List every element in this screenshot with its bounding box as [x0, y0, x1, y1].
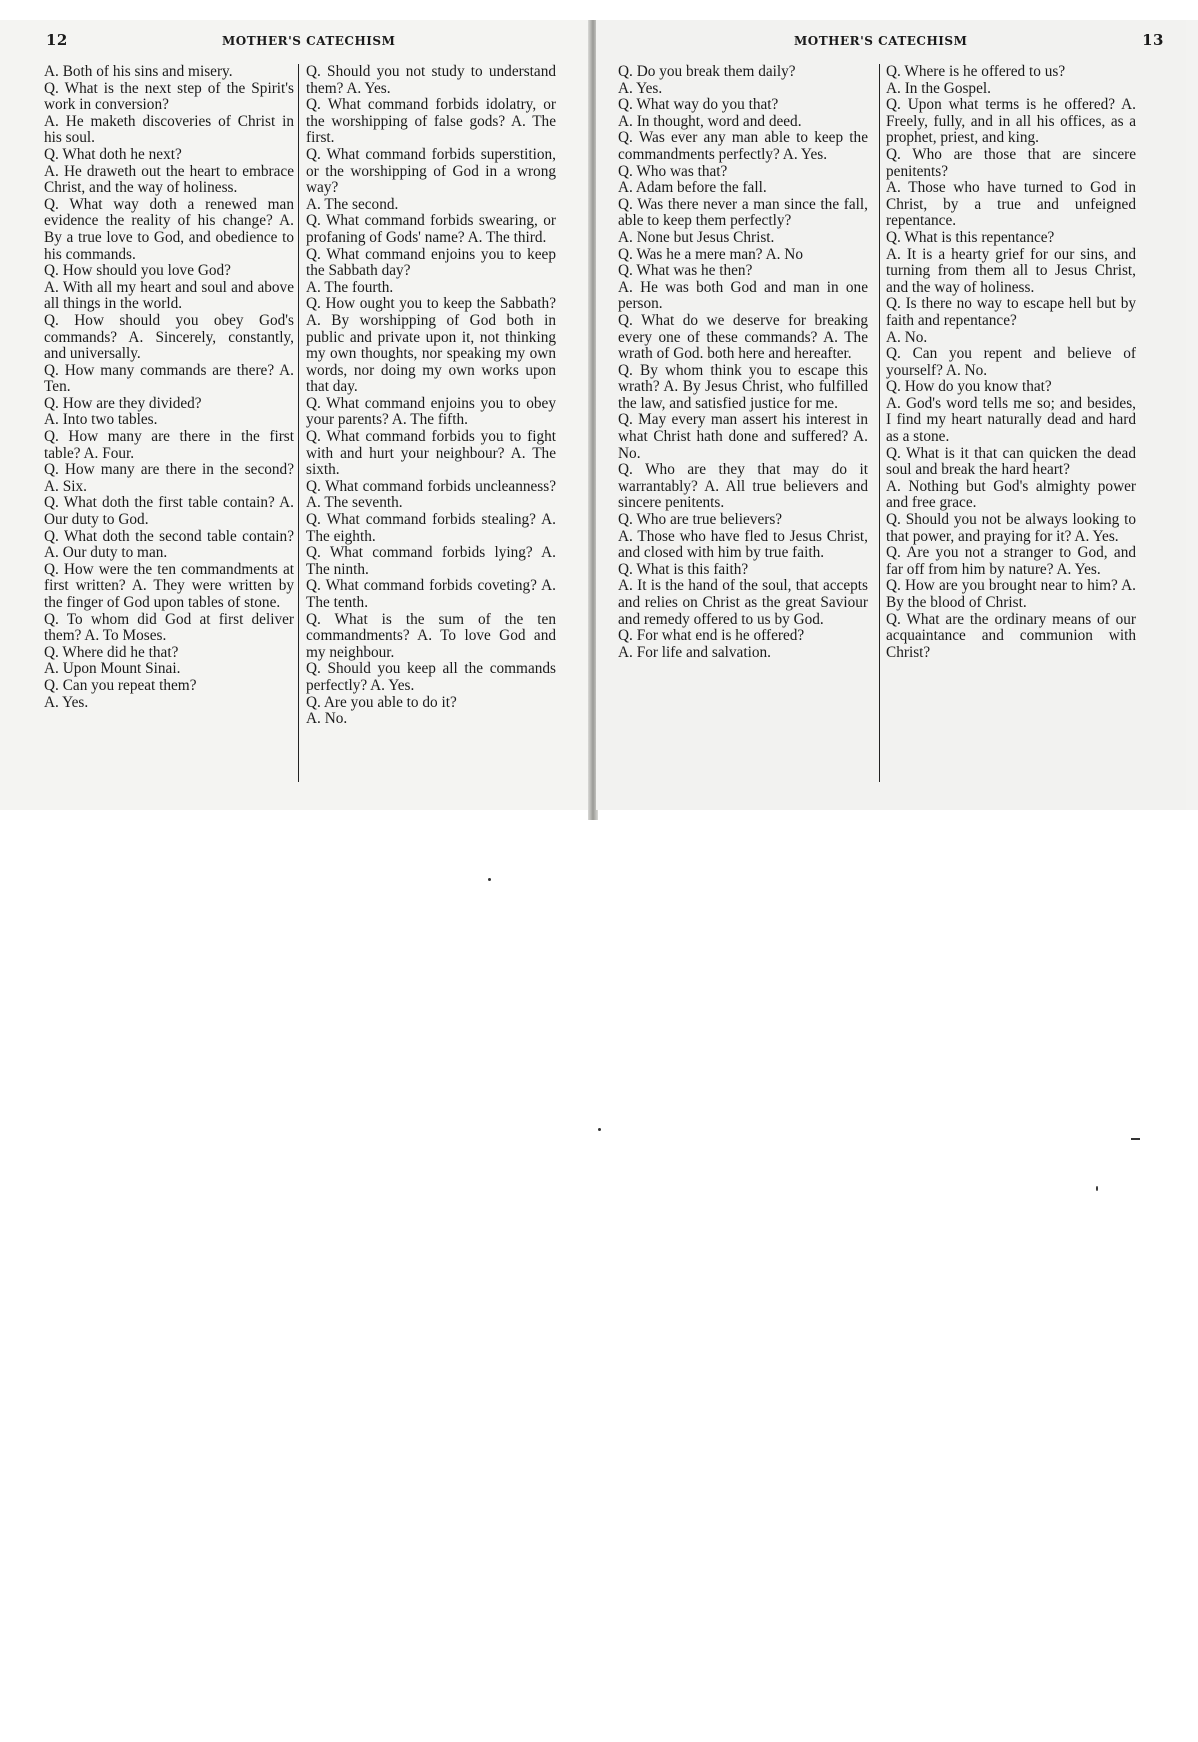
- catechism-entry: Q. What way doth a renewed man evidence the reality of his change? A. By a true love to God, and obedience to his commands.: [44, 195, 294, 263]
- catechism-entry: Q. Should you not study to understand them? A. Yes.: [306, 63, 556, 97]
- page-number: 12: [46, 31, 68, 49]
- catechism-entry: A. In thought, word and deed.: [618, 112, 802, 130]
- catechism-entry: Q. Was there never a man since the fall, able to keep them perfectly?: [618, 195, 868, 230]
- catechism-entry: Q. What command forbids coveting? A. The tenth.: [306, 577, 556, 611]
- catechism-entry: Q. How do you know that?: [886, 378, 1052, 396]
- catechism-entry: A. Yes.: [44, 693, 89, 711]
- book-spread: [0, 20, 1198, 810]
- catechism-entry: Q. What command enjoins you to obey your parents? A. The fifth.: [306, 394, 556, 429]
- catechism-entry: A. God's word tells me so; and besides, I find my heart naturally dead and hard as a stone.: [886, 394, 1136, 446]
- catechism-entry: Q. Should you not be always looking to that power, and praying for it? A. Yes.: [886, 511, 1136, 545]
- catechism-entry: A. He maketh discoveries of Christ in his soul.: [44, 112, 294, 147]
- page-12: [0, 20, 590, 810]
- catechism-entry: Q. Was he a mere man? A. No: [618, 245, 803, 263]
- catechism-entry: A. Adam before the fall.: [618, 179, 767, 197]
- scan-speck: [598, 1128, 601, 1131]
- catechism-entry: A. With all my heart and soul and above all things in the world.: [44, 278, 294, 313]
- text-column-2: [306, 64, 556, 728]
- catechism-entry: Q. What is this faith?: [618, 560, 749, 578]
- catechism-entry: A. Those who have turned to God in Christ, by a true and unfeigned repentance.: [886, 179, 1136, 230]
- catechism-entry: Q. What doth he next?: [44, 145, 182, 163]
- catechism-entry: Q. Upon what terms is he offered? A. Freely, fully, and in all his offices, as a prophet, priest, and king.: [886, 96, 1136, 147]
- catechism-entry: Q. Who are true believers?: [618, 511, 783, 529]
- page-number: 13: [1142, 31, 1164, 49]
- catechism-entry: Q. What command forbids idolatry, or the worshipping of false gods? A. The first.: [306, 96, 556, 147]
- catechism-entry: Q. Do you break them daily?: [618, 63, 796, 80]
- catechism-entry: A. In the Gospel.: [886, 79, 991, 97]
- page-13: [596, 20, 1186, 810]
- text-column-1: [618, 64, 868, 661]
- catechism-entry: A. Upon Mount Sinai.: [44, 660, 181, 678]
- catechism-entry: A. He was both God and man in one person.: [618, 278, 868, 313]
- catechism-entry: A. No.: [886, 328, 928, 346]
- catechism-entry: Q. By whom think you to escape this wrath? A. By Jesus Christ, who fulfilled the law, and satisfied justice for me.: [618, 361, 868, 412]
- catechism-entry: Q. Who are those that are sincere penitents?: [886, 145, 1136, 180]
- catechism-entry: Q. What command forbids stealing? A. The eighth.: [306, 511, 556, 545]
- catechism-entry: Q. What command forbids you to fight with and hurt your neighbour? A. The sixth.: [306, 428, 556, 479]
- catechism-entry: Q. What are the ordinary means of our acquaintance and communion with Christ?: [886, 610, 1136, 661]
- catechism-entry: Q. To whom did God at first deliver them? A. To Moses.: [44, 610, 294, 645]
- catechism-entry: Q. How should you love God?: [44, 262, 231, 280]
- catechism-entry: A. None but Jesus Christ.: [618, 228, 775, 246]
- catechism-entry: A. The fourth.: [306, 278, 394, 296]
- catechism-entry: Q. May every man assert his interest in what Christ hath done and suffered? A. No.: [618, 411, 868, 462]
- catechism-entry: Q. What is the sum of the ten commandments? A. To love God and my neighbour.: [306, 610, 556, 661]
- catechism-entry: A. It is the hand of the soul, that accepts and relies on Christ as the great Saviour and remedy offered to us by God.: [618, 577, 868, 628]
- catechism-entry: Q. What command forbids lying? A. The ninth.: [306, 544, 556, 578]
- catechism-entry: Q. What doth the first table contain? A. Our duty to God.: [44, 494, 294, 529]
- catechism-entry: Q. What is it that can quicken the dead soul and break the hard heart?: [886, 444, 1136, 479]
- catechism-entry: A. Those who have fled to Jesus Christ, and closed with him by true faith.: [618, 527, 868, 562]
- page-header: [0, 31, 590, 54]
- catechism-entry: A. For life and salvation.: [618, 643, 771, 661]
- catechism-entry: Q. How many are there in the first table? A. Four.: [44, 428, 294, 462]
- catechism-entry: Q. What is the next step of the Spirit's work in conversion?: [44, 79, 294, 114]
- catechism-entry: Q. Who was that?: [618, 162, 728, 180]
- scan-speck: [488, 878, 491, 881]
- catechism-entry: A. The second.: [306, 195, 399, 213]
- catechism-entry: Q. Was ever any man able to keep the commandments perfectly? A. Yes.: [618, 129, 868, 163]
- catechism-entry: Q. How are you brought near to him? A. By the blood of Christ.: [886, 577, 1136, 611]
- catechism-entry: Q. What command forbids superstition, or the worshipping of God in a wrong way?: [306, 145, 556, 197]
- catechism-entry: Q. What command enjoins you to keep the Sabbath day?: [306, 245, 556, 280]
- running-title: MOTHER'S CATECHISM: [222, 34, 396, 48]
- catechism-entry: Q. What doth the second table contain? A. Our duty to man.: [44, 527, 294, 562]
- catechism-entry: Q. Who are they that may do it warrantably? A. All true believers and sincere penitents.: [618, 461, 868, 512]
- catechism-entry: Q. How were the ten commandments at first written? A. They were written by the finger of God upon tables of stone.: [44, 560, 294, 611]
- running-title: MOTHER'S CATECHISM: [794, 34, 968, 48]
- page-header: [596, 31, 1186, 54]
- catechism-entry: Q. Can you repeat them?: [44, 676, 197, 694]
- catechism-entry: Q. Where is he offered to us?: [886, 63, 1066, 80]
- catechism-entry: A. Into two tables.: [44, 411, 158, 429]
- catechism-entry: Q. What do we deserve for breaking every one of these commands? A. The wrath of God. both here and hereafter.: [618, 311, 868, 363]
- catechism-entry: A. It is a hearty grief for our sins, and turning from them all to Jesus Christ, and the way of holiness.: [886, 245, 1136, 296]
- catechism-entry: Q. What command forbids swearing, or profaning of Gods' name? A. The third.: [306, 212, 556, 246]
- catechism-entry: Q. Should you keep all the commands perfectly? A. Yes.: [306, 660, 556, 694]
- catechism-entry: Q. How are they divided?: [44, 394, 202, 412]
- scan-speck: [1096, 1186, 1098, 1191]
- catechism-entry: Q. How ought you to keep the Sabbath? A. By worshipping of God both in public and private upon it, not thinking my own thoughts, nor speaking my own words, nor doing my own works upon that day.: [306, 295, 556, 396]
- catechism-entry: Q. For what end is he offered?: [618, 627, 805, 645]
- catechism-entry: Q. Can you repent and believe of yourself? A. No.: [886, 345, 1136, 379]
- catechism-entry: Q. Where did he that?: [44, 643, 179, 661]
- catechism-entry: A. Yes.: [618, 79, 663, 97]
- catechism-entry: A. Both of his sins and misery.: [44, 63, 233, 80]
- text-column-2: [886, 64, 1136, 661]
- catechism-entry: Q. What was he then?: [618, 262, 753, 280]
- catechism-entry: A. No.: [306, 710, 348, 728]
- catechism-entry: Q. Are you able to do it?: [306, 693, 457, 711]
- catechism-entry: Q. How should you obey God's commands? A. Sincerely, constantly, and universally.: [44, 311, 294, 363]
- catechism-entry: Q. How many commands are there? A. Ten.: [44, 361, 294, 396]
- catechism-entry: Q. Is there no way to escape hell but by faith and repentance?: [886, 295, 1136, 329]
- catechism-entry: Q. What command forbids uncleanness? A. The seventh.: [306, 477, 556, 512]
- column-divider: [879, 64, 880, 782]
- catechism-entry: Q. What is this repentance?: [886, 228, 1055, 246]
- catechism-entry: A. He draweth out the heart to embrace Christ, and the way of holiness.: [44, 162, 294, 197]
- column-divider: [298, 64, 299, 782]
- scan-speck: [1131, 1138, 1140, 1140]
- catechism-entry: A. Nothing but God's almighty power and free grace.: [886, 477, 1136, 512]
- catechism-entry: Q. Are you not a stranger to God, and far off from him by nature? A. Yes.: [886, 544, 1136, 578]
- catechism-entry: Q. How many are there in the second? A. Six.: [44, 461, 294, 495]
- catechism-entry: Q. What way do you that?: [618, 96, 779, 114]
- text-column-1: [44, 64, 294, 711]
